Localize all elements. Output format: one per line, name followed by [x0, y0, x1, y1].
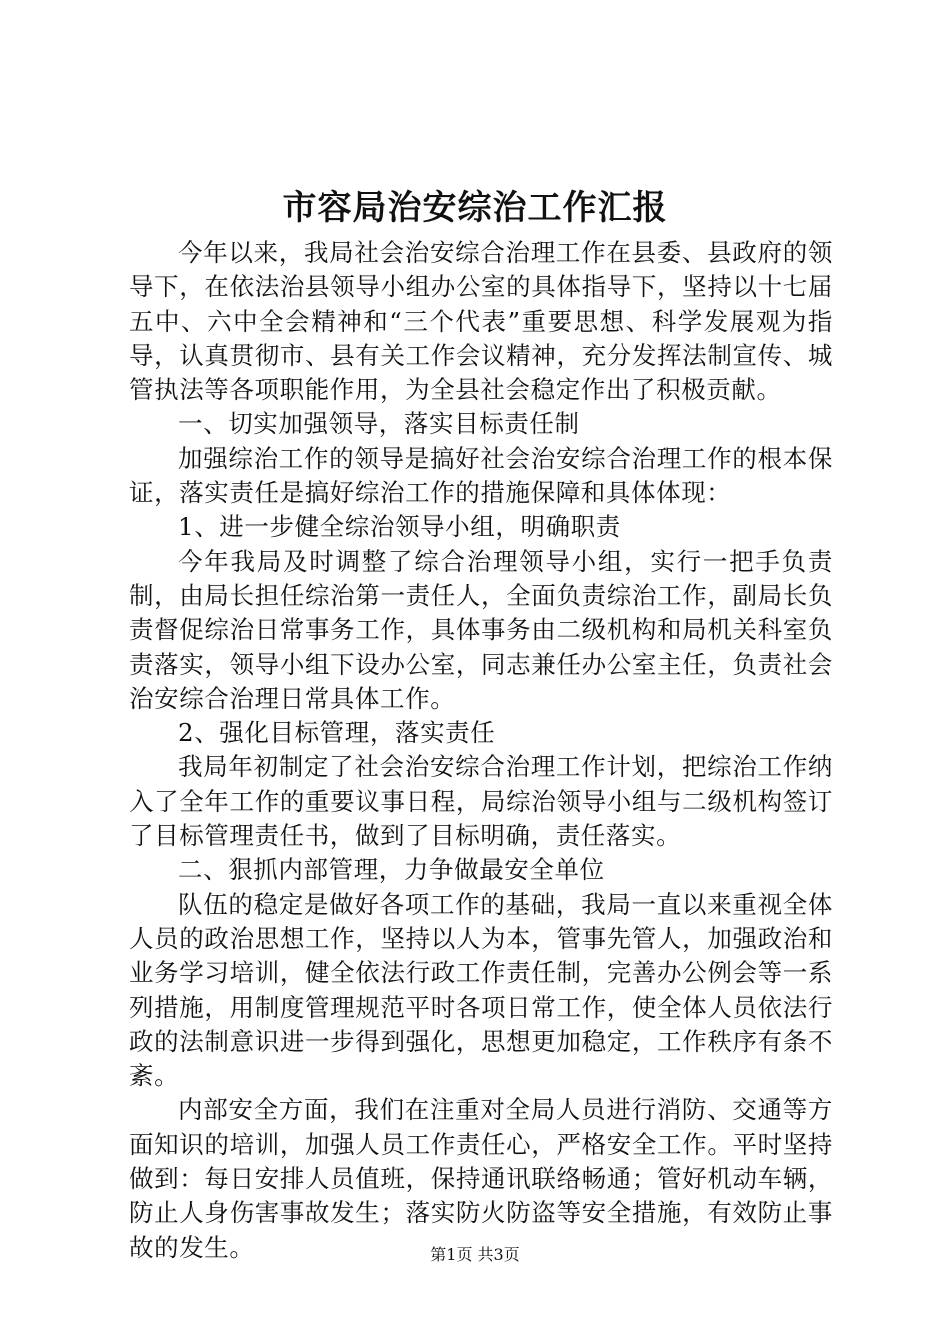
intro-paragraph: 今年以来，我局社会治安综合治理工作在县委、县政府的领导下，在依法治县领导小组办公室的具体指导下，坚持以十七届五中、六中全会精神和“三个代表”重要思想、科学发展观为指导，认真贯彻市、县有关工作会议精神，充分发挥法制宣传、城管执法等各项职能作用，为全县社会稳定作出了积极贡献。 [129, 238, 833, 405]
section-heading-1: 一、切实加强领导，落实目标责任制 [178, 409, 580, 439]
safety-paragraph: 内部安全方面，我们在注重对全局人员进行消防、交通等方面知识的培训，加强人员工作责任心，严格安全工作。平时坚持做到：每日安排人员值班，保持通讯联络畅通；管好机动车辆，防止人身伤害事故发生；落实防火防盗等安全措施，有效防止事故的发生。 [129, 1095, 833, 1262]
subsection-2-paragraph: 我局年初制定了社会治安综合治理工作计划，把综治工作纳入了全年工作的重要议事日程，局综治领导小组与二级机构签订了目标管理责任书，做到了目标明确，责任落实。 [129, 752, 833, 851]
document-body [129, 236, 833, 1265]
subsection-heading-1: 1、进一步健全综治领导小组，明确职责 [178, 512, 621, 542]
section-heading-2: 二、狠抓内部管理，力争做最安全单位 [178, 855, 605, 885]
section-2-paragraph: 队伍的稳定是做好各项工作的基础，我局一直以来重视全体人员的政治思想工作，坚持以人为本，管事先管人，加强政治和业务学习培训，健全依法行政工作责任制，完善办公例会等一系列措施，用制度管理规范平时各项日常工作，使全体人员依法行政的法制意识进一步得到强化，思想更加稳定，工作秩序有条不紊。 [129, 889, 833, 1091]
document-title: 市容局治安综治工作汇报 [282, 188, 668, 228]
subsection-heading-2: 2、强化目标管理，落实责任 [178, 718, 496, 748]
section-1-paragraph: 加强综治工作的领导是搞好社会治安综合治理工作的根本保证，落实责任是搞好综治工作的措施保障和具体体现： [129, 443, 833, 508]
page-indicator: 第1页 共3页 [430, 1245, 520, 1264]
subsection-1-paragraph: 今年我局及时调整了综合治理领导小组，实行一把手负责制，由局长担任综治第一责任人，全面负责综治工作，副局长负责督促综治日常事务工作，具体事务由二级机构和局机关科室负责落实，领导小组下设办公室，同志兼任办公室主任，负责社会治安综合治理日常具体工作。 [129, 546, 833, 713]
